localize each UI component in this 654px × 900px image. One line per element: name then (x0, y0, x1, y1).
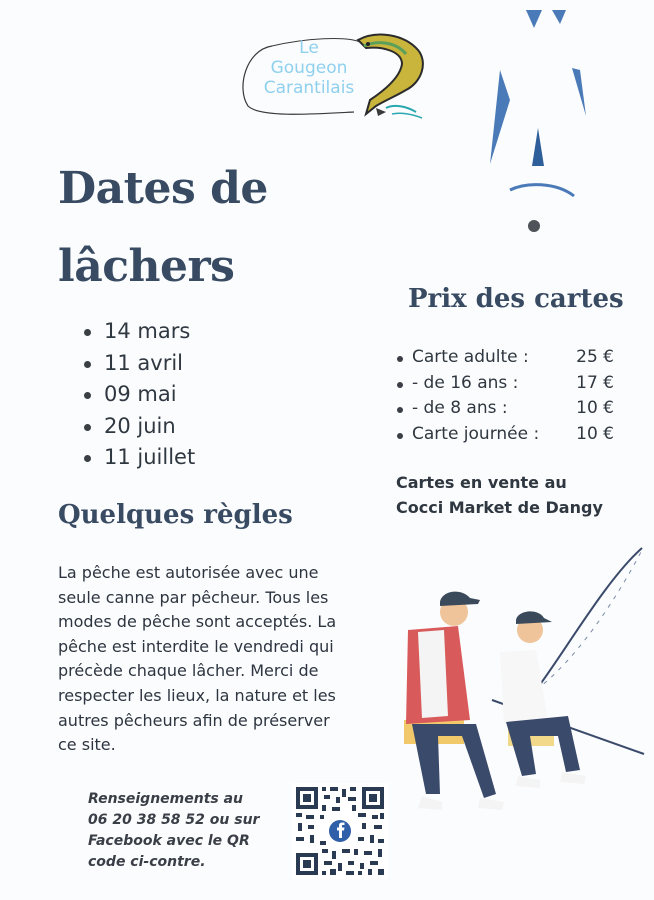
logo-line-1: Le (299, 38, 319, 58)
logo-line-3: Carantilais (263, 78, 355, 98)
price-list (396, 345, 614, 447)
logo-text (244, 38, 374, 98)
rules-text (58, 561, 388, 758)
price-item (396, 345, 614, 371)
rules-line: pêche est interdite le vendredi qui (58, 636, 334, 656)
logo-line-2: Gougeon (270, 58, 348, 78)
price-label: Carte journée : (412, 423, 540, 444)
rules-line: modes de pêche sont acceptés. La (58, 612, 337, 632)
price-amount: 17 € (576, 372, 614, 393)
rules-line: La pêche est autorisée avec une (58, 563, 319, 582)
date-item: 11 juillet (82, 442, 195, 474)
regles-title: Quelques règles (58, 500, 293, 530)
price-amount: 10 € (576, 398, 614, 418)
info-line: Renseignements au (88, 791, 244, 807)
info-line: Facebook avec le QR (88, 833, 250, 849)
price-label: - de 16 ans : (412, 372, 519, 393)
date-item: 20 juin (82, 411, 195, 443)
prix-title: Prix des cartes (408, 284, 624, 314)
date-item: 14 mars (82, 316, 195, 348)
info-line: 06 20 38 58 52 ou sur (88, 812, 260, 828)
date-item: 09 mai (82, 379, 195, 411)
rules-line: autres pêcheurs afin de préserver (58, 710, 330, 730)
rules-line: seule canne par pêcheur. Tous les (58, 587, 329, 607)
title-line-1: Dates de (58, 163, 268, 214)
price-amount: 25 € (576, 347, 614, 367)
price-item (396, 396, 614, 422)
fishermen-illustration (396, 540, 648, 830)
date-item: 11 avril (82, 348, 195, 380)
price-amount: 10 € (576, 423, 614, 444)
price-item (396, 371, 614, 397)
vente-info (396, 470, 603, 520)
decorative-fish-shape (486, 10, 590, 234)
rules-line: ce site. (58, 735, 116, 755)
dates-list (82, 316, 195, 474)
rules-line: respecter les lieux, la nature et les (58, 685, 336, 705)
vente-line-2: Cocci Market de Dangy (396, 498, 603, 517)
qr-code-facebook-icon[interactable] (292, 783, 388, 879)
vente-line-1: Cartes en vente au (396, 473, 567, 492)
rules-line: précède chaque lâcher. Merci de (58, 661, 319, 681)
contact-info (88, 789, 278, 873)
title-line-2: lâchers (58, 241, 235, 292)
price-item (396, 422, 614, 448)
price-label: Carte adulte : (412, 347, 529, 367)
page-title (58, 150, 268, 306)
info-line: code ci-contre. (88, 854, 206, 870)
price-label: - de 8 ans : (412, 398, 508, 418)
